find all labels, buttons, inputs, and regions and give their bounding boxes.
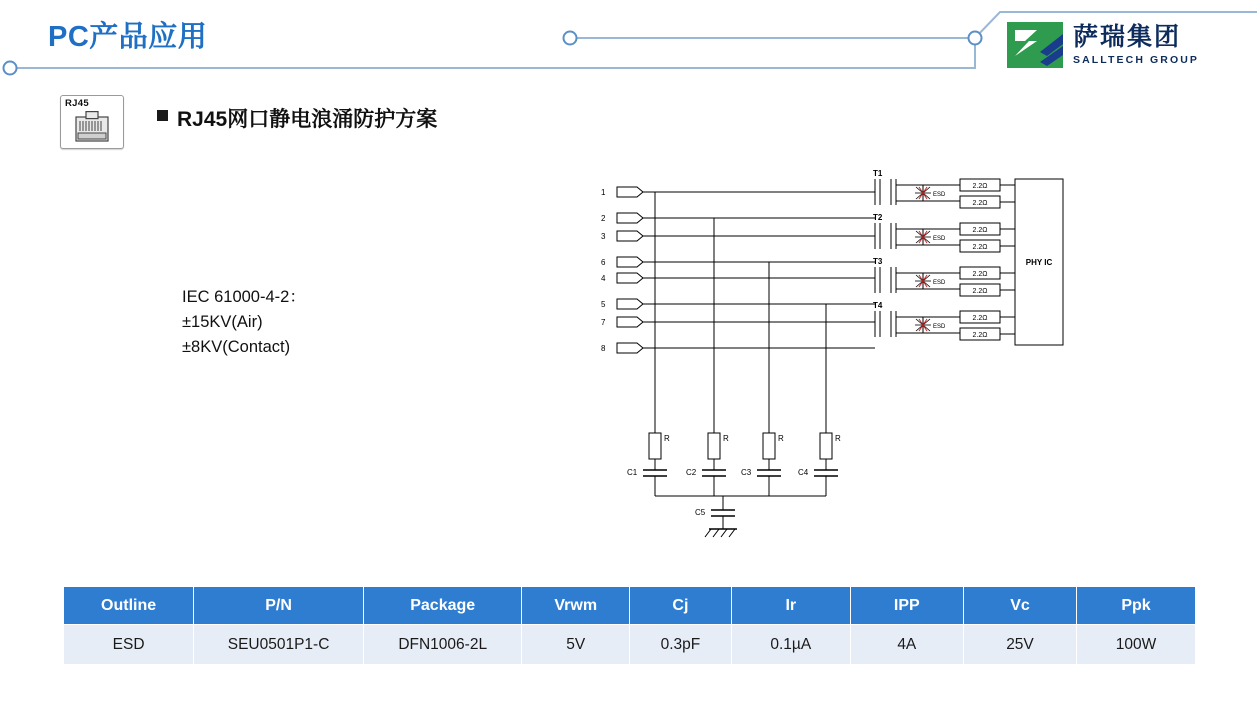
svg-text:R: R — [664, 434, 670, 443]
svg-text:5: 5 — [601, 300, 606, 309]
svg-text:6: 6 — [601, 258, 606, 267]
table-header-outline: Outline — [64, 587, 194, 625]
table-header-vc: Vc — [963, 587, 1076, 625]
svg-text:ESD: ESD — [933, 236, 946, 242]
svg-text:C4: C4 — [798, 468, 809, 477]
svg-text:C2: C2 — [686, 468, 697, 477]
table-header-vrwm: Vrwm — [522, 587, 630, 625]
section-title: RJ45网口静电浪涌防护方案 — [177, 108, 438, 131]
cell-package: DFN1006-2L — [363, 625, 521, 665]
svg-text:7: 7 — [601, 318, 606, 327]
spec-line-1: IEC 61000-4-2： — [182, 288, 306, 306]
cell-vc: 25V — [963, 625, 1076, 665]
rj45-connector-icon — [60, 95, 124, 149]
svg-text:R: R — [723, 434, 729, 443]
logo-text-en: SALLTECH GROUP — [1073, 53, 1200, 66]
cell-pn: SEU0501P1-C — [194, 625, 364, 665]
svg-text:ESD: ESD — [933, 280, 946, 286]
table-row — [64, 625, 1196, 665]
svg-text:T4: T4 — [873, 301, 883, 310]
table-header-row — [64, 587, 1196, 625]
rj45-port-glyph — [75, 111, 109, 142]
svg-text:T1: T1 — [873, 169, 883, 178]
svg-text:R: R — [778, 434, 784, 443]
svg-text:2.2Ω: 2.2Ω — [972, 183, 988, 190]
svg-text:2.2Ω: 2.2Ω — [972, 227, 988, 234]
svg-text:T2: T2 — [873, 213, 883, 222]
svg-text:2.2Ω: 2.2Ω — [972, 200, 988, 207]
cell-ipp: 4A — [850, 625, 963, 665]
rj45-icon-label: RJ45 — [65, 98, 89, 109]
logo-mark-icon — [1007, 22, 1063, 68]
svg-text:4: 4 — [601, 274, 606, 283]
svg-text:C3: C3 — [741, 468, 752, 477]
svg-text:PHY IC: PHY IC — [1025, 258, 1053, 267]
table-header-ipp: IPP — [850, 587, 963, 625]
svg-text:2.2Ω: 2.2Ω — [972, 244, 988, 251]
logo-text-cn: 萨瑞集团 — [1073, 22, 1182, 51]
svg-text:2: 2 — [601, 214, 606, 223]
spec-line-3: ±8KV(Contact) — [182, 338, 291, 356]
cell-cj: 0.3pF — [629, 625, 731, 665]
svg-text:2.2Ω: 2.2Ω — [972, 315, 988, 322]
cell-ir: 0.1µA — [731, 625, 850, 665]
svg-text:C5: C5 — [695, 508, 706, 517]
table-header-ppk: Ppk — [1077, 587, 1196, 625]
svg-text:3: 3 — [601, 232, 606, 241]
svg-text:T3: T3 — [873, 257, 883, 266]
svg-text:2.2Ω: 2.2Ω — [972, 288, 988, 295]
table-header-package: Package — [363, 587, 521, 625]
esd-spec-text — [182, 285, 306, 360]
svg-text:ESD: ESD — [933, 324, 946, 330]
svg-text:8: 8 — [601, 344, 606, 353]
cell-outline: ESD — [64, 625, 194, 665]
table-header-ir: Ir — [731, 587, 850, 625]
svg-text:C1: C1 — [627, 468, 638, 477]
company-logo — [1007, 18, 1239, 72]
spec-table — [63, 586, 1196, 665]
table-header-cj: Cj — [629, 587, 731, 625]
cell-vrwm: 5V — [522, 625, 630, 665]
rj45-protection-schematic — [575, 165, 1075, 560]
svg-text:2.2Ω: 2.2Ω — [972, 332, 988, 339]
cell-ppk: 100W — [1077, 625, 1196, 665]
svg-text:ESD: ESD — [933, 192, 946, 198]
svg-text:2.2Ω: 2.2Ω — [972, 271, 988, 278]
table-header-pn: P/N — [194, 587, 364, 625]
section-bullet-icon — [157, 110, 168, 121]
logo-text — [1073, 22, 1200, 66]
page-title: PC产品应用 — [48, 21, 208, 53]
spec-line-2: ±15KV(Air) — [182, 313, 263, 331]
svg-text:R: R — [835, 434, 841, 443]
svg-text:1: 1 — [601, 188, 606, 197]
